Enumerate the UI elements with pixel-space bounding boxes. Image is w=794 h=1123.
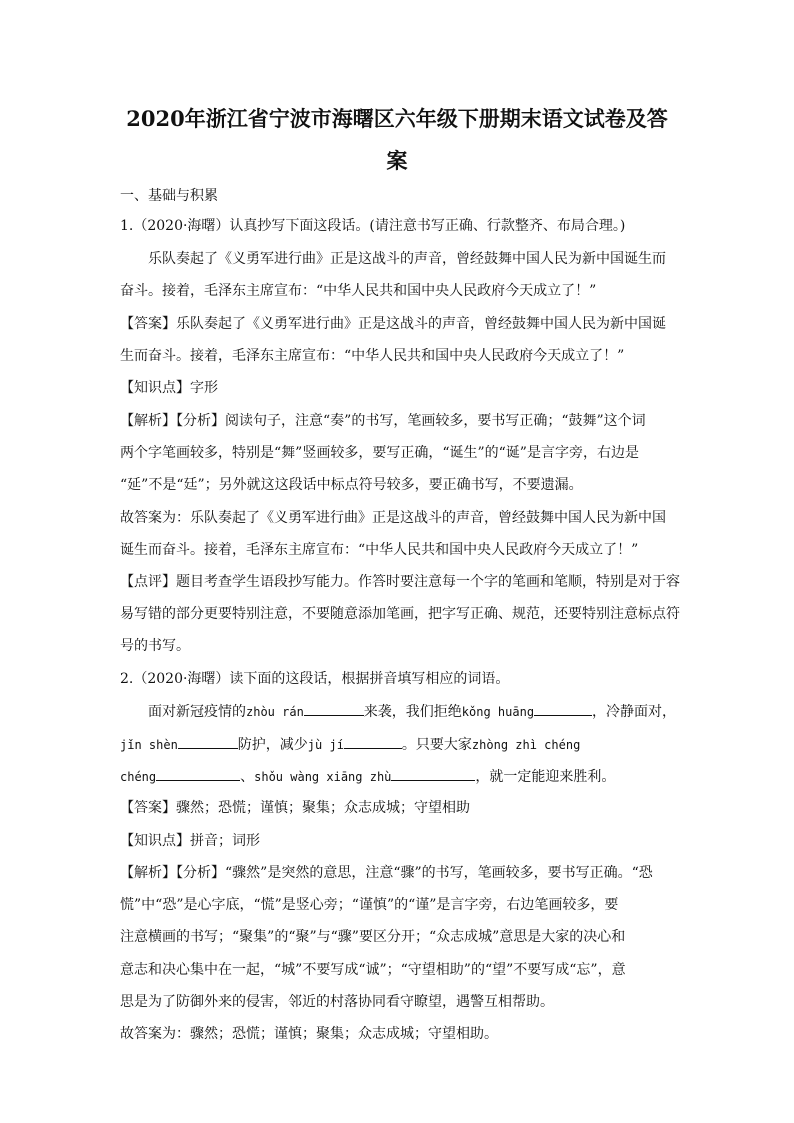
question-1-analysis-line: 两个字笔画较多，特别是“舞”竖画较多，要写正确，“诞生”的“诞”是言字旁，右边是 <box>120 445 639 461</box>
fill-text: 来袭，我们拒绝 <box>363 704 462 720</box>
answer-blank[interactable] <box>156 766 240 781</box>
document-title: 2020年浙江省宁波市海曙区六年级下册期末语文试卷及答 <box>126 106 668 131</box>
pinyin-prompt: jù jí <box>307 738 344 752</box>
question-1-comment-line: 易写错的部分更要特别注意，不要随意添加笔画，把字写正确、规范，还要特别注意标点符 <box>120 606 680 622</box>
question-1-analysis-line: 【解析】【分析】阅读句子，注意“奏”的书写，笔画较多，要书写正确；“鼓舞”这个词 <box>120 413 646 429</box>
pinyin-prompt: zhòu rán <box>246 705 304 719</box>
answer-blank[interactable] <box>391 766 475 781</box>
question-2-final-answer: 故答案为：骤然；恐慌；谨慎；聚集；众志成城；守望相助。 <box>120 1026 498 1042</box>
pinyin-prompt: zhòng zhì chéng <box>471 738 581 752</box>
question-1-comment-line: 【点评】题目考查学生语段抄写能力。作答时要注意每一个字的笔画和笔顺，特别是对于容 <box>120 574 680 590</box>
question-1-analysis-line: “延”不是“廷”；另外就这这段话中标点符号较多，要正确书写，不要遗漏。 <box>120 477 583 493</box>
answer-blank[interactable] <box>304 701 364 716</box>
question-2-analysis-line: 【解析】【分析】“骤然”是突然的意思，注意“骤”的书写，笔画较多，要书写正确。“恐 <box>120 865 653 881</box>
question-2-fill-line <box>120 734 680 755</box>
question-2-analysis-line: 意志和决心集中在一起，“城”不要写成“诚”；“守望相助”的“望”不要写成“忘”，意 <box>120 962 626 978</box>
question-2-fill-line <box>148 701 680 722</box>
question-1-answer-line: 生而奋斗。接着，毛泽东主席宣布：“中华人民共和国中央人民政府今天成立了！” <box>120 348 625 364</box>
fill-text: 、 <box>240 769 255 785</box>
answer-blank[interactable] <box>534 701 592 716</box>
question-2-analysis-line: 注意横画的书写；“聚集”的“聚”与“骤”要区分开；“众志成城”意思是大家的决心和 <box>120 929 626 945</box>
question-1-comment-line: 号的书写。 <box>120 638 190 654</box>
fill-text: ，冷静面对， <box>592 704 677 720</box>
question-1-knowledge-point: 【知识点】字形 <box>120 380 218 396</box>
question-1-passage-line: 乐队奏起了《义勇军进行曲》正是这战斗的声音，曾经鼓舞中国人民为新中国诞生而 <box>148 251 666 267</box>
pinyin-prompt: shǒu wàng xiāng zhù <box>254 770 392 784</box>
question-1-passage-line: 奋斗。接着，毛泽东主席宣布：“中华人民共和国中央人民政府今天成立了！” <box>120 283 597 299</box>
document-title-continued: 案 <box>386 148 408 173</box>
fill-text: 防护，减少 <box>237 737 308 753</box>
question-2-fill-line <box>120 766 680 787</box>
fill-text: 。只要大家 <box>401 737 472 753</box>
pinyin-prompt: kǒng huāng <box>461 705 535 719</box>
fill-text: ，就一定能迎来胜利。 <box>475 769 616 785</box>
fill-text: 面对新冠疫情的 <box>148 704 246 720</box>
question-1-final-answer-line: 故答案为：乐队奏起了《义勇军进行曲》正是这战斗的声音，曾经鼓舞中国人民为新中国 <box>120 510 666 526</box>
question-2-analysis-line: 思是为了防御外来的侵害，邻近的村落协同看守瞭望，遇警互相帮助。 <box>120 994 554 1010</box>
pinyin-prompt: jǐn shèn <box>120 738 178 752</box>
section-heading: 一、基础与积累 <box>120 188 218 204</box>
question-1-answer-line: 【答案】乐队奏起了《义勇军进行曲》正是这战斗的声音，曾经鼓舞中国人民为新中国诞 <box>120 316 666 332</box>
question-2-answer: 【答案】骤然；恐慌；谨慎；聚集；众志成城；守望相助 <box>120 800 470 816</box>
pinyin-prompt: chéng <box>120 770 157 784</box>
question-2-stem: 2.（2020·海曙）读下面的这段话，根据拼音填写相应的词语。 <box>120 671 510 687</box>
answer-blank[interactable] <box>344 734 402 749</box>
question-2-analysis-line: 慌”中“恐”是心字底，“慌”是竖心旁；“谨慎”的“谨”是言字旁，右边笔画较多，要 <box>120 897 619 913</box>
question-1-final-answer-line: 诞生而奋斗。接着，毛泽东主席宣布：“中华人民共和国中央人民政府今天成立了！” <box>120 542 639 558</box>
question-2-knowledge-point: 【知识点】拼音；词形 <box>120 833 260 849</box>
question-1-stem: 1.（2020·海曙）认真抄写下面这段话。(请注意书写正确、行款整齐、布局合理。) <box>120 218 626 234</box>
answer-blank[interactable] <box>178 734 238 749</box>
